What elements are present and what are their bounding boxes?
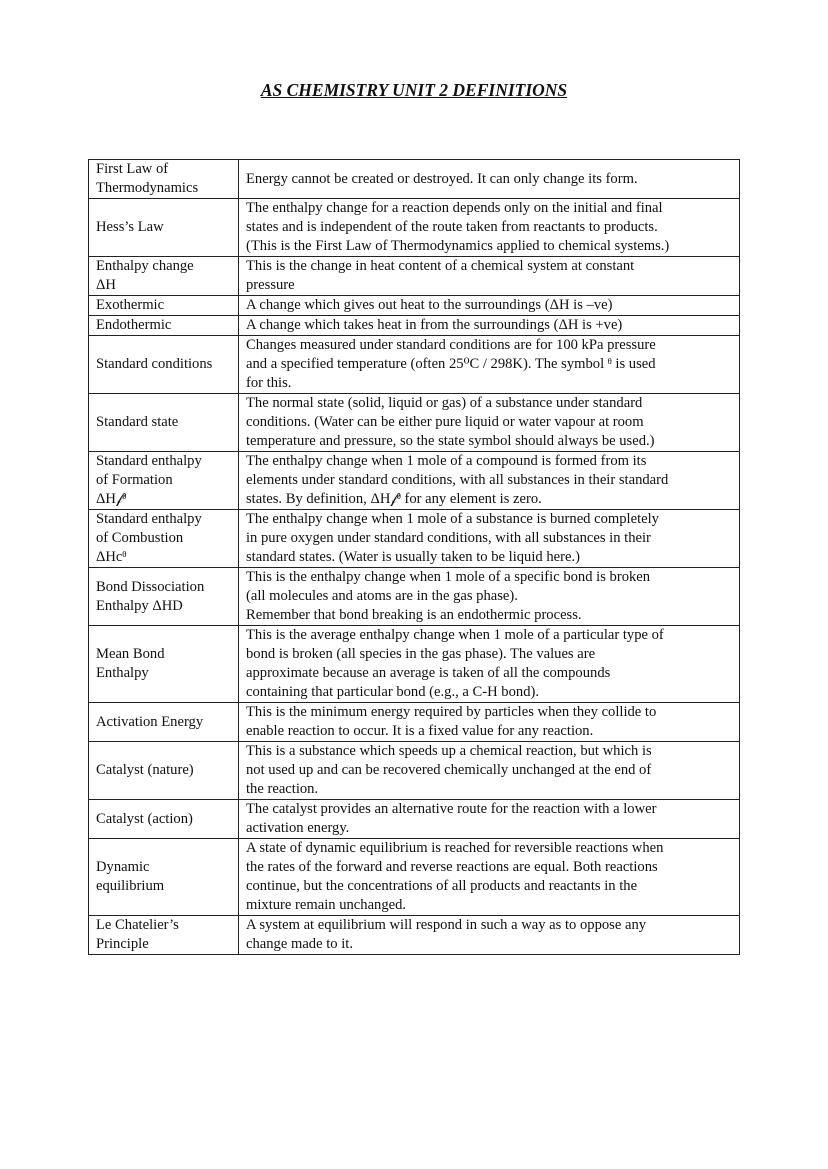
term-line: Enthalpy ΔHD: [96, 597, 183, 614]
definition-line: mixture remain unchanged.: [246, 897, 407, 913]
term-line: Mean Bond: [96, 646, 165, 662]
table-row: [89, 199, 740, 257]
definition-cell: [239, 510, 740, 568]
definition-line: states. By definition, ΔH𝒻ᶿ for any element is zero.: [246, 491, 542, 507]
definition-line: pressure: [246, 277, 295, 293]
term-cell: [89, 452, 239, 510]
definition-line: and a specified temperature (often 25⁰C / 298K). The symbol ᶿ is used: [246, 356, 656, 372]
table-row: [89, 316, 740, 336]
term-cell: [89, 568, 239, 626]
definition-line: not used up and can be recovered chemically unchanged at the end of: [246, 762, 652, 778]
table-row: [89, 839, 740, 916]
definition-line: the reaction.: [246, 781, 319, 797]
definition-line: The enthalpy change for a reaction depends only on the initial and final: [246, 200, 663, 216]
definition-line: Changes measured under standard conditions are for 100 kPa pressure: [246, 337, 656, 353]
term-line: Standard enthalpy: [96, 453, 202, 469]
term-cell: [89, 703, 239, 742]
table-row: [89, 257, 740, 296]
table-row: [89, 916, 740, 955]
definition-line: (This is the First Law of Thermodynamics applied to chemical systems.): [246, 238, 670, 254]
term-line: of Combustion: [96, 530, 184, 546]
term-cell: [89, 916, 239, 955]
definition-line: The enthalpy change when 1 mole of a substance is burned completely: [246, 511, 659, 527]
definition-line: elements under standard conditions, with all substances in their standard: [246, 472, 669, 488]
definition-line: This is the minimum energy required by particles when they collide to: [246, 704, 657, 720]
definition-line: in pure oxygen under standard conditions, with all substances in their: [246, 530, 651, 546]
term-line: equilibrium: [96, 878, 165, 894]
definition-cell: [239, 703, 740, 742]
definition-line: standard states. (Water is usually taken to be liquid here.): [246, 549, 580, 565]
term-line: of Formation: [96, 472, 173, 488]
term-line: First Law of: [96, 161, 169, 177]
term-line: Endothermic: [96, 317, 172, 333]
definition-cell: [239, 626, 740, 703]
term-cell: [89, 257, 239, 296]
term-cell: [89, 199, 239, 257]
definition-cell: [239, 452, 740, 510]
term-line: Exothermic: [96, 297, 165, 313]
term-cell: [89, 336, 239, 394]
term-line: Activation Energy: [96, 713, 204, 730]
definition-cell: [239, 296, 740, 316]
definition-line: for this.: [246, 375, 292, 391]
definition-cell: [239, 160, 740, 199]
term-line: ΔH𝒻ᶿ: [96, 491, 127, 507]
table-row: [89, 568, 740, 626]
definition-line: This is the enthalpy change when 1 mole of a specific bond is broken: [246, 569, 651, 585]
definition-cell: [239, 316, 740, 336]
table-row: [89, 452, 740, 510]
definition-line: Remember that bond breaking is an endothermic process.: [246, 607, 582, 623]
term-cell: [89, 296, 239, 316]
term-line: Enthalpy change: [96, 258, 194, 274]
definitions-table: [88, 159, 740, 955]
term-cell: [89, 800, 239, 839]
term-cell: [89, 316, 239, 336]
term-line: Catalyst (action): [96, 810, 193, 827]
table-row: [89, 160, 740, 199]
term-cell: [89, 160, 239, 199]
definition-line: the rates of the forward and reverse reactions are equal. Both reactions: [246, 859, 658, 875]
table-row: [89, 703, 740, 742]
definition-cell: [239, 257, 740, 296]
term-line: Hess’s Law: [96, 219, 164, 235]
definition-line: A change which gives out heat to the surroundings (ΔH is –ve): [246, 297, 613, 313]
term-line: Standard state: [96, 414, 179, 430]
definition-cell: [239, 568, 740, 626]
term-line: Le Chatelier’s: [96, 917, 179, 933]
definition-line: A change which takes heat in from the surroundings (ΔH is +ve): [246, 317, 623, 333]
term-cell: [89, 742, 239, 800]
table-row: [89, 742, 740, 800]
term-line: Standard enthalpy: [96, 511, 202, 527]
term-cell: [89, 626, 239, 703]
definition-cell: [239, 916, 740, 955]
definition-cell: [239, 742, 740, 800]
table-row: [89, 296, 740, 316]
term-line: Catalyst (nature): [96, 762, 194, 778]
table-row: [89, 510, 740, 568]
definition-line: (all molecules and atoms are in the gas phase).: [246, 588, 518, 604]
term-cell: [89, 510, 239, 568]
term-line: Bond Dissociation: [96, 578, 205, 595]
definition-line: A system at equilibrium will respond in such a way as to oppose any: [246, 917, 647, 933]
definition-line: The enthalpy change when 1 mole of a compound is formed from its: [246, 453, 647, 469]
definition-line: A state of dynamic equilibrium is reached for reversible reactions when: [246, 840, 664, 856]
definition-cell: [239, 800, 740, 839]
page-title: AS CHEMISTRY UNIT 2 DEFINITIONS: [260, 80, 568, 100]
definition-line: The catalyst provides an alternative route for the reaction with a lower: [246, 801, 657, 817]
term-line: Thermodynamics: [96, 180, 199, 196]
definition-cell: [239, 839, 740, 916]
table-row: [89, 336, 740, 394]
definition-line: change made to it.: [246, 936, 353, 952]
term-cell: [89, 394, 239, 452]
table-row: [89, 394, 740, 452]
definition-line: conditions. (Water can be either pure liquid or water vapour at room: [246, 414, 644, 430]
definition-line: activation energy.: [246, 820, 350, 836]
term-cell: [89, 839, 239, 916]
definition-cell: [239, 394, 740, 452]
term-line: Enthalpy: [96, 665, 149, 681]
term-line: ΔH: [96, 277, 116, 293]
definition-line: This is the change in heat content of a chemical system at constant: [246, 258, 635, 274]
table-row: [89, 626, 740, 703]
definition-cell: [239, 199, 740, 257]
definition-line: bond is broken (all species in the gas phase). The values are: [246, 646, 596, 662]
definition-line: This is the average enthalpy change when 1 mole of a particular type of: [246, 627, 664, 643]
definition-line: This is a substance which speeds up a chemical reaction, but which is: [246, 743, 652, 759]
definition-cell: [239, 336, 740, 394]
definition-line: Energy cannot be created or destroyed. It can only change its form.: [246, 170, 638, 187]
definition-line: containing that particular bond (e.g., a C-H bond).: [246, 684, 540, 700]
definition-line: continue, but the concentrations of all products and reactants in the: [246, 878, 638, 894]
table-row: [89, 800, 740, 839]
definition-line: approximate because an average is taken of all the compounds: [246, 665, 611, 681]
term-line: Standard conditions: [96, 356, 213, 372]
definition-line: enable reaction to occur. It is a fixed value for any reaction.: [246, 723, 594, 739]
term-line: Dynamic: [96, 859, 150, 875]
definition-line: temperature and pressure, so the state symbol should always be used.): [246, 433, 655, 449]
definition-line: The normal state (solid, liquid or gas) of a substance under standard: [246, 395, 643, 411]
term-line: Principle: [96, 936, 149, 952]
definition-line: states and is independent of the route taken from reactants to products.: [246, 219, 658, 235]
term-line: ΔHcᶿ: [96, 549, 127, 565]
